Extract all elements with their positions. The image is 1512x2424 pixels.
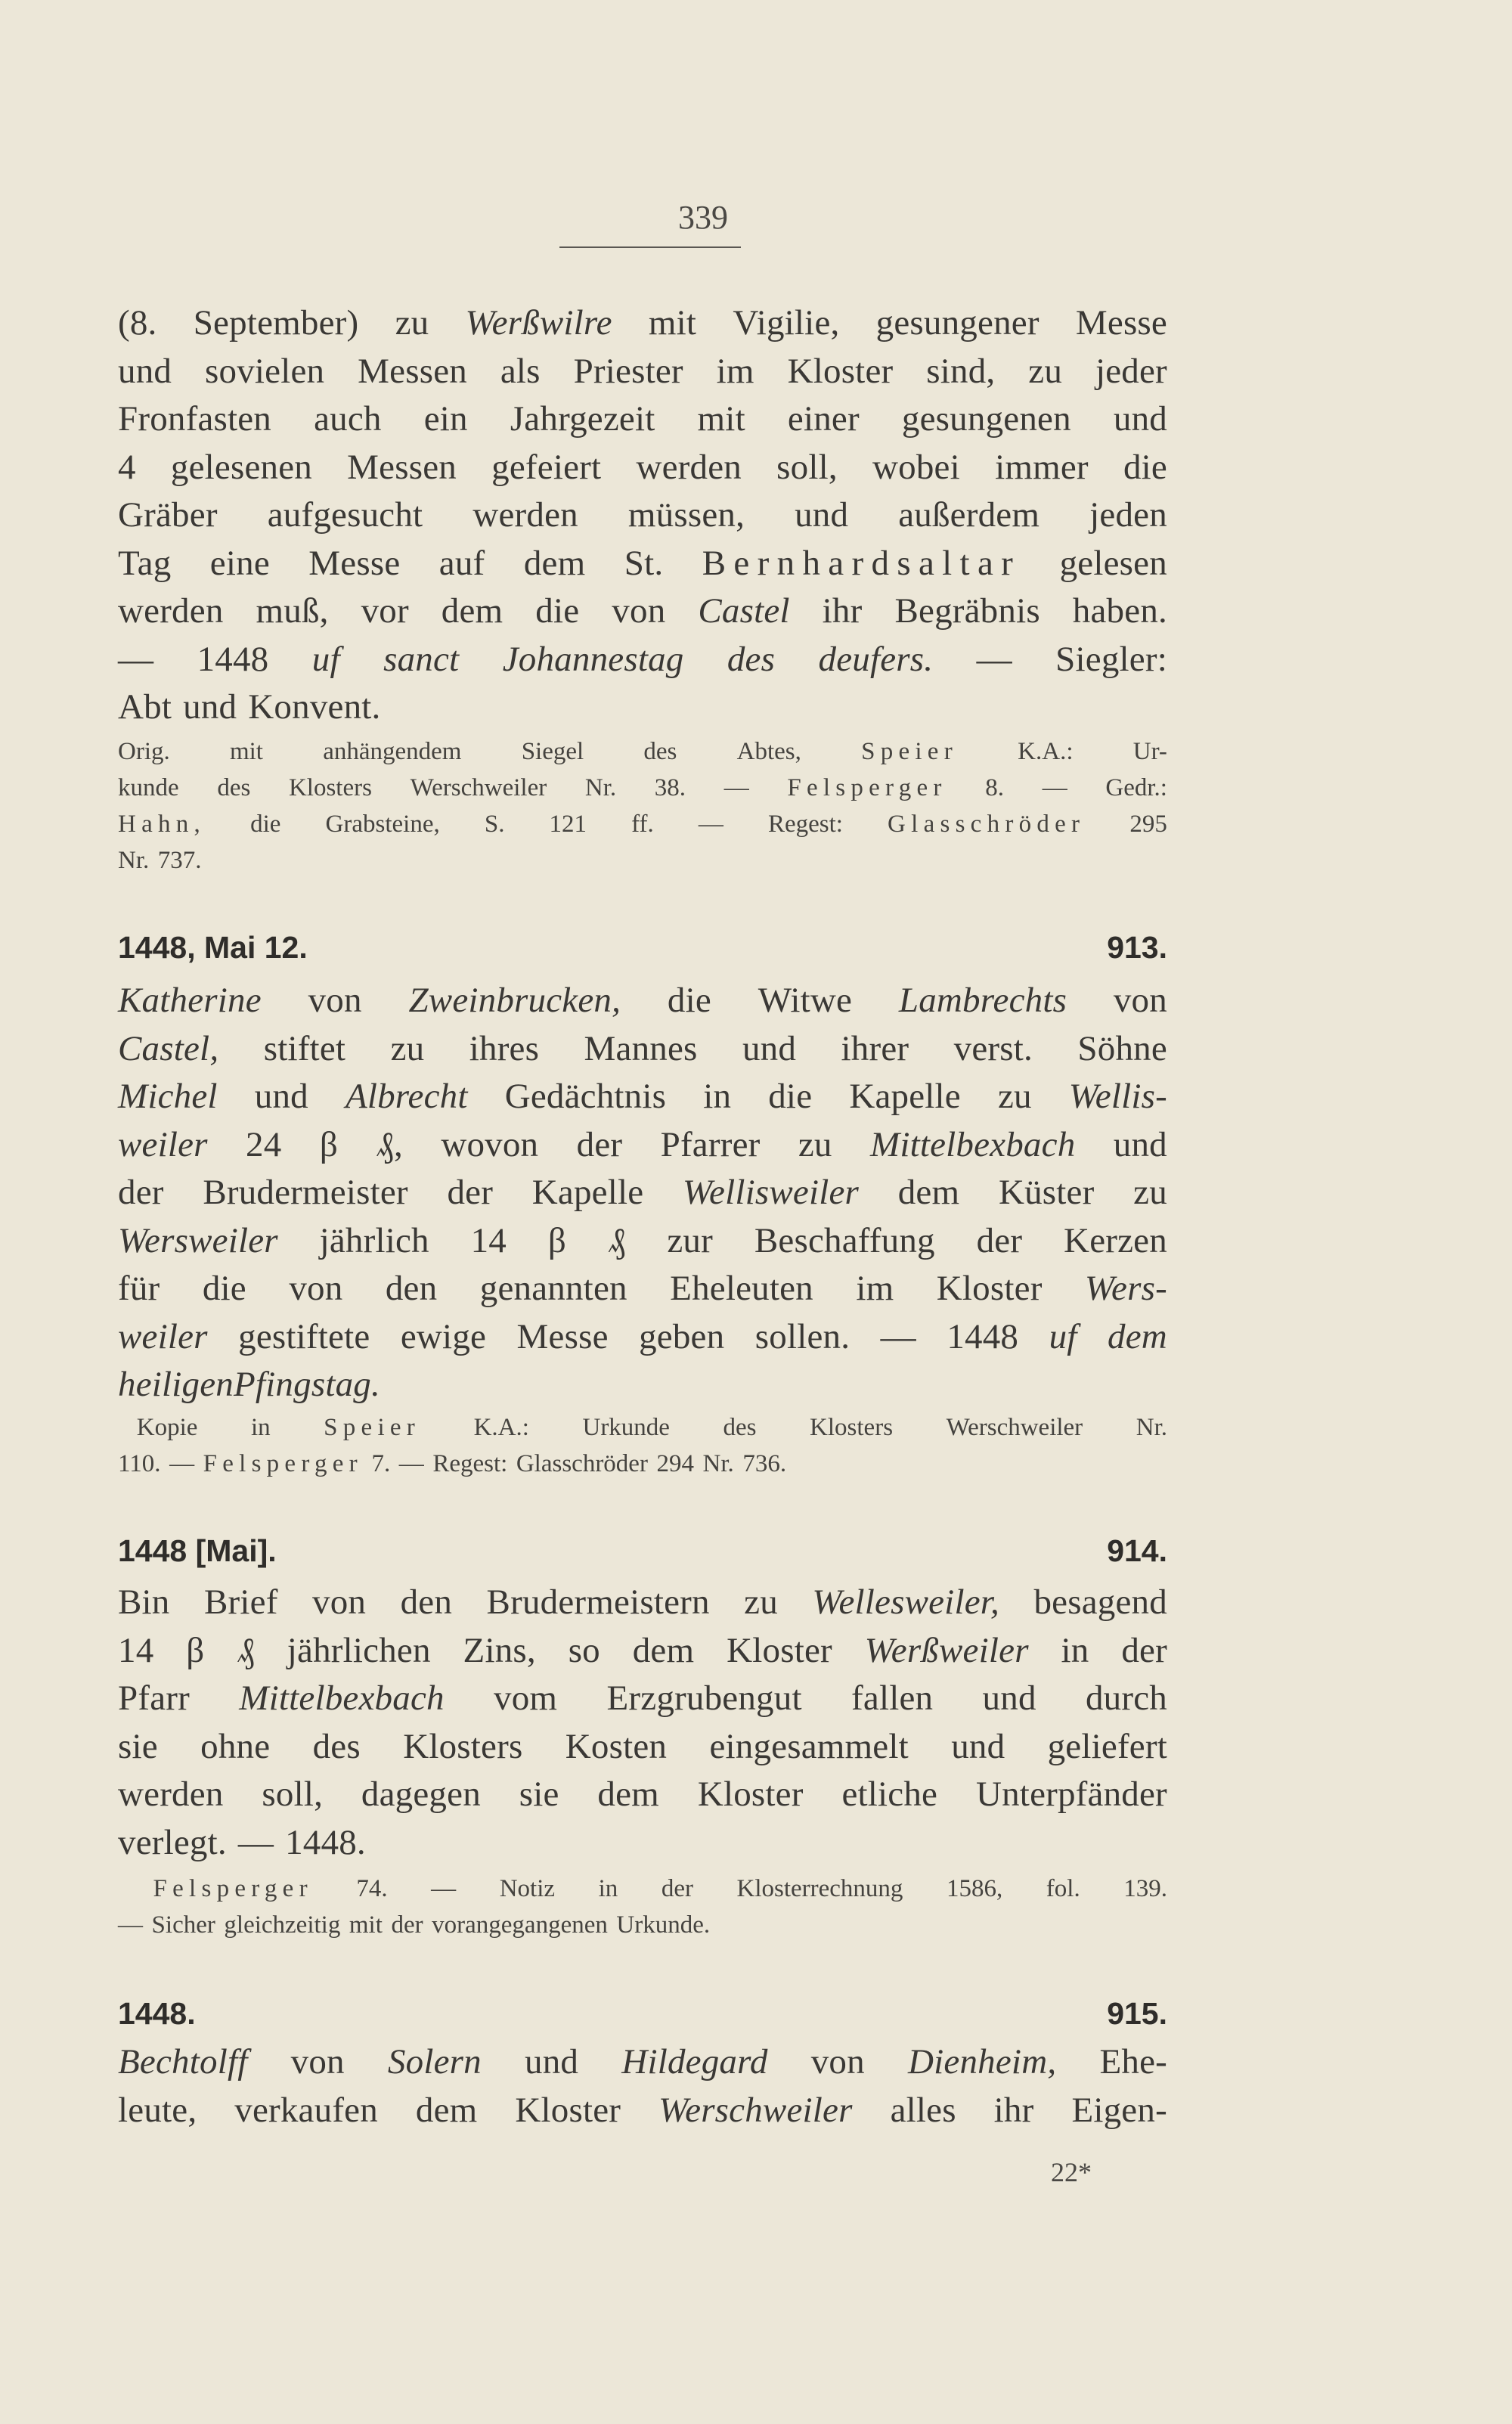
entry-date: 1448.	[118, 1996, 196, 2031]
note-line: Nr. 737.	[118, 847, 202, 874]
text-line: Wersweiler jährlich 14 β ₰ zur Beschaffung der Kerzen	[118, 1220, 1167, 1260]
text-line: Bechtolff von Solern und Hildegard von Dienheim, Ehe-	[118, 2042, 1167, 2081]
entry-915-header	[118, 1996, 1167, 2032]
intro-source-note	[118, 738, 1167, 883]
note-line: Orig. mit anhängendem Siegel des Abtes, Speier K.A.: Ur-	[118, 738, 1167, 765]
text-line: und sovielen Messen als Priester im Kloster sind, zu jeder	[118, 351, 1167, 391]
text-line: (8. September) zu Werßwilre mit Vigilie, gesungener Messe	[118, 303, 1167, 343]
text-line: Abt und Konvent.	[118, 687, 381, 727]
text-line: Tag eine Messe auf dem St. Bernhardsaltar gelesen	[118, 543, 1167, 583]
text-line: werden muß, vor dem die von Castel ihr Begräbnis haben.	[118, 591, 1167, 631]
entry-914-text	[118, 1582, 1167, 1870]
text-line: weiler gestiftete ewige Messe geben sollen. — 1448 uf dem	[118, 1316, 1167, 1356]
entry-914-header	[118, 1533, 1167, 1569]
text-line: 14 β ₰ jährlichen Zins, so dem Kloster Werßweiler in der	[118, 1630, 1167, 1670]
note-line: 110. — Felsperger 7. — Regest: Glasschröder 294 Nr. 736.	[118, 1450, 787, 1477]
text-line: 4 gelesenen Messen gefeiert werden soll, wobei immer die	[118, 447, 1167, 487]
note-line: Felsperger 74. — Notiz in der Klosterrechnung 1586, fol. 139.	[118, 1875, 1167, 1902]
note-line: — Sicher gleichzeitig mit der vorangegangenen Urkunde.	[118, 1911, 711, 1939]
text-line: der Brudermeister der Kapelle Wellisweiler dem Küster zu	[118, 1173, 1167, 1212]
text-line: — 1448 uf sanct Johannestag des deufers. — Siegler:	[118, 639, 1167, 679]
text-line: Pfarr Mittelbexbach vom Erzgrubengut fallen und durch	[118, 1679, 1167, 1718]
page-number: 339	[678, 199, 728, 236]
note-line: Hahn, die Grabsteine, S. 121 ff. — Regest: Glasschröder 295	[118, 811, 1167, 838]
text-line: werden soll, dagegen sie dem Kloster etliche Unterpfänder	[118, 1775, 1167, 1814]
text-line: leute, verkaufen dem Kloster Werschweiler alles ihr Eigen-	[118, 2090, 1167, 2130]
text-line: Gräber aufgesucht werden müssen, und außerdem jeden	[118, 495, 1167, 535]
text-line: verlegt. — 1448.	[118, 1822, 366, 1862]
note-line: kunde des Klosters Werschweiler Nr. 38. — Felsperger 8. — Gedr.:	[118, 774, 1167, 801]
text-line: Bin Brief von den Brudermeistern zu Wellesweiler, besagend	[118, 1582, 1167, 1622]
entry-913-source-note	[118, 1414, 1167, 1486]
text-line: Katherine von Zweinbrucken, die Witwe Lambrechts von	[118, 981, 1167, 1020]
text-line: heiligen Pfingstag.	[118, 1365, 380, 1404]
text-line: Michel und Albrecht Gedächtnis in die Kapelle zu Wellis-	[118, 1077, 1167, 1116]
intro-paragraph	[118, 302, 1167, 735]
entry-number: 915.	[1107, 1996, 1167, 2031]
text-line: für die von den genannten Eheleuten im Kloster Wers-	[118, 1269, 1167, 1308]
entry-date: 1448, Mai 12.	[118, 930, 308, 965]
entry-913-text	[118, 980, 1167, 1412]
note-line: Kopie in Speier K.A.: Urkunde des Klosters Werschweiler Nr.	[118, 1414, 1167, 1441]
entry-913-header	[118, 930, 1167, 966]
text-line: Castel, stiftet zu ihres Mannes und ihrer verst. Söhne	[118, 1028, 1167, 1068]
entry-number: 913.	[1107, 930, 1167, 965]
page-number-rule	[559, 246, 741, 248]
entry-915-text	[118, 2041, 1167, 2137]
text-line: sie ohne des Klosters Kosten eingesammelt und geliefert	[118, 1726, 1167, 1766]
entry-date: 1448 [Mai].	[118, 1533, 277, 1568]
signature-mark: 22*	[1051, 2157, 1092, 2187]
entry-914-source-note	[118, 1875, 1167, 1948]
text-line: Fronfasten auch ein Jahrgezeit mit einer gesungenen und	[118, 399, 1167, 439]
text-line: weiler 24 β ₰, wovon der Pfarrer zu Mittelbexbach und	[118, 1124, 1167, 1164]
entry-number: 914.	[1107, 1533, 1167, 1568]
